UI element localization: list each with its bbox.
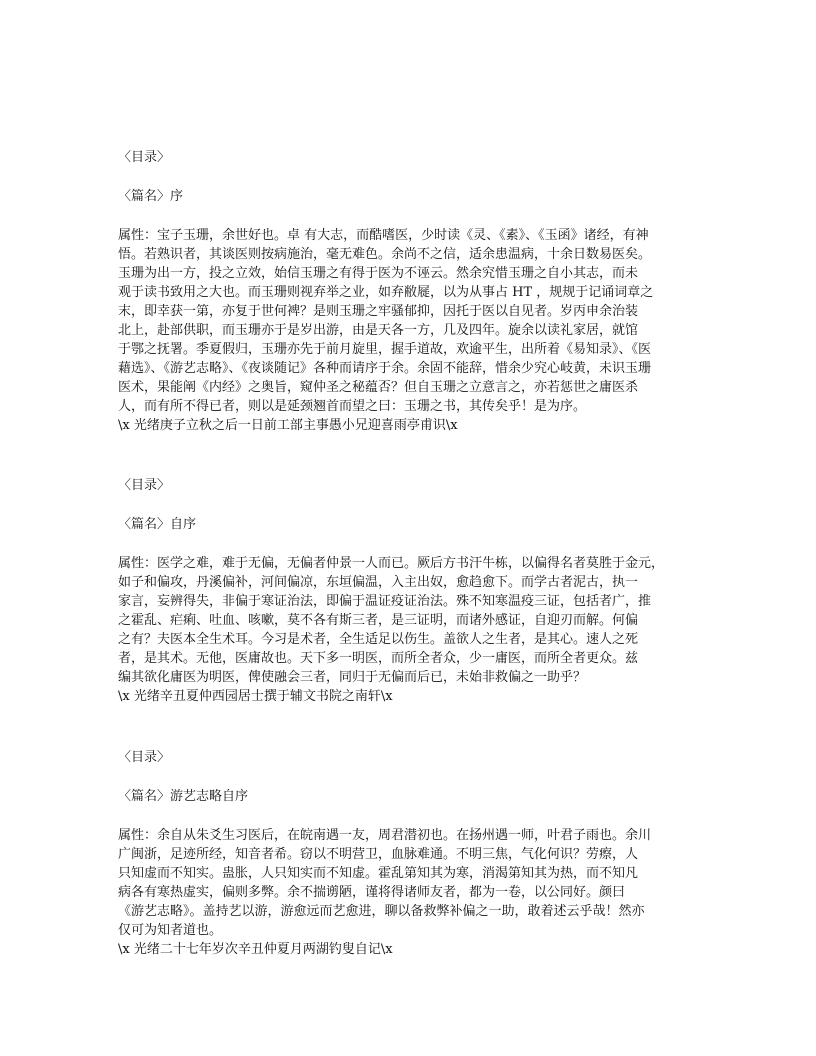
- text-line: 如子和偏攻，丹溪偏补，河间偏凉，东垣偏温，入主出奴，愈趋愈下。而学古者泥古，执一: [118, 575, 639, 590]
- text-line: 家言，妄辨得失，非偏于寒证治法，即偏于温证疫证治法。殊不知寒温疫三证，包括者广，推: [118, 594, 652, 609]
- text-line: 人，而有所不得已者，则以是延颈翘首而望之曰：玉珊之书，其传矣乎！是为序。: [118, 399, 587, 414]
- text-line: 之有？夫医本全生术耳。今习是术者，全生适足以伤生。盖欲人之生者，是其心。速人之死: [118, 632, 639, 647]
- text-line: 属性：余自从朱爻生习医后，在皖南遇一友，周君潜初也。在扬州遇一师，叶君子雨也。余川: [118, 828, 652, 843]
- text-line: 只知虚而不知实。蛊胀，人只知实而不知虚。霍乱第知其为寒，消渴第知其为热，而不知凡: [118, 866, 639, 881]
- section-title: 〈篇名〉游艺志略自序: [118, 789, 249, 804]
- text-line: 属性：医学之难，难于无偏，无偏者仲景一人而已。厥后方书汗牛栋，以偏得名者莫胜于金元，: [118, 556, 665, 571]
- section-title: 〈篇名〉自序: [118, 517, 197, 532]
- text-line: \x 光绪二十七年岁次辛丑仲夏月两湖钓叟自记\x: [118, 942, 393, 957]
- text-line: 属性：宝子玉珊，余世好也。卓 有大志，而酷嗜医，少时读《灵、《素》、《玉函》诸经，有神: [118, 228, 649, 243]
- section: [118, 748, 718, 959]
- toc-label: 〈目录〉: [118, 750, 171, 765]
- text-line: 观于读书致用之大也。而玉珊则视弃举之业，如弃敝屣，以为从事占 HT ，规规于记诵词章之: [118, 285, 654, 300]
- toc-label: 〈目录〉: [118, 478, 171, 493]
- text-line: 悟。若熟识者，其谈医则按病施治，毫无难色。余尚不之信，适余患温病，十余日数易医矣。: [118, 247, 652, 262]
- toc-label: 〈目录〉: [118, 150, 171, 165]
- text-line: 《游艺志略》。盖持艺以游，游愈远而艺愈进，聊以备救弊补偏之一助，敢着述云乎哉！然亦: [118, 904, 645, 919]
- section-title: 〈篇名〉序: [118, 189, 184, 204]
- text-line: 藉选》、《游艺志略》、《夜谈随记》各种而请序于余。余固不能辞，惜余少究心岐黄，未识玉珊: [118, 361, 652, 376]
- text-line: \x 光绪辛丑夏仲西园居士撰于辅文书院之南轩\x: [118, 689, 393, 704]
- text-line: 玉珊为出一方，投之立效，始信玉珊之有得于医为不诬云。然余究惜玉珊之自小其志，而未: [118, 266, 639, 281]
- section: [118, 148, 718, 435]
- text-line: 者，是其术。无他，医庸故也。天下多一明医，而所全者众，少一庸医，而所全者更众。兹: [118, 651, 639, 666]
- text-line: \x 光绪庚子立秋之后一日前工部主事愚小兄迎喜雨亭甫识\x: [118, 418, 458, 433]
- text-line: 医术，果能阐《内经》之奥旨，窥仲圣之秘蕴否？但自玉珊之立意言之，亦若惩世之庸医杀: [118, 380, 639, 395]
- text-line: 广闽浙，足迹所经，知音者希。窃以不明营卫，血脉难通。不明三焦，气化何识？劳瘵，人: [118, 847, 639, 862]
- text-line: 末，即幸获一第，亦复于世何裨？是则玉珊之牢骚郁抑，因托于医以自见者。岁丙申余治装: [118, 304, 639, 319]
- text-line: 编其欲化庸医为明医，俾使融会三者，同归于无偏而后已，未始非救偏之一助乎？: [118, 670, 587, 685]
- text-line: 北上，赴部供职，而玉珊亦于是岁出游，由是天各一方，几及四年。旋余以读礼家居，就馆: [118, 323, 639, 338]
- text-line: 之霍乱、疟痢、吐血、咳嗽，莫不各有斯三者，是三证明，而诸外感证，自迎刃而解。何偏: [118, 613, 639, 628]
- text-line: 仅可为知者道也。: [118, 923, 223, 938]
- text-line: 于鄂之抚署。季夏假归，玉珊亦先于前月旋里，握手道故，欢逾平生，出所着《易知录》、《医: [118, 342, 652, 357]
- text-line: 病各有寒热虚实，偏则多弊。余不揣谫陋，谨将得诸师友者，都为一卷，以公同好。颜曰: [118, 885, 626, 900]
- section: [118, 476, 718, 706]
